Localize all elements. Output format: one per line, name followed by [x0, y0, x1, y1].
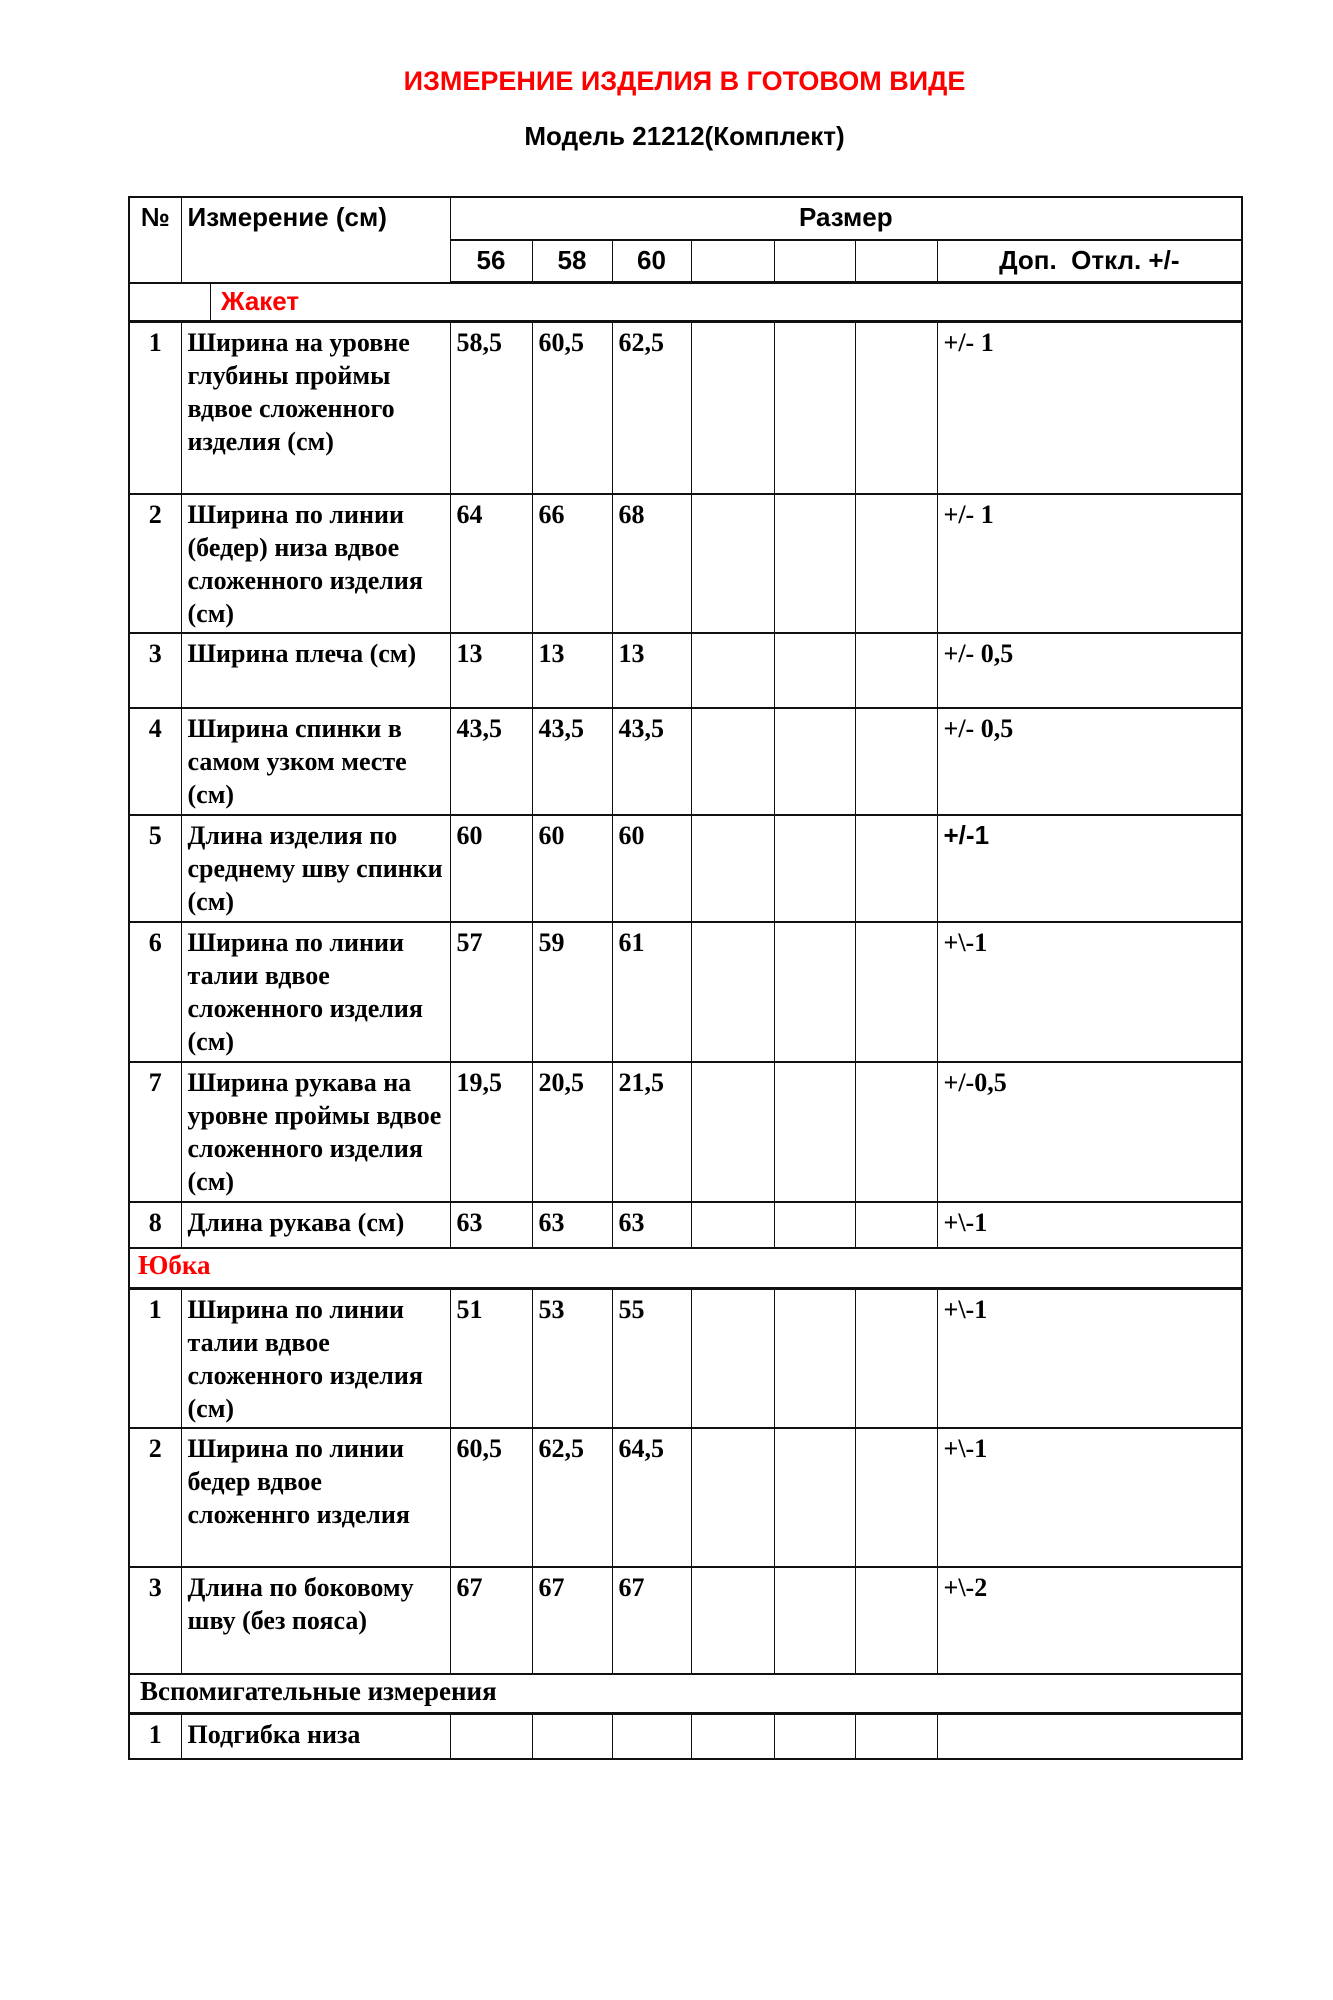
empty-size-cell — [691, 494, 774, 633]
row-number-cell: 2 — [129, 494, 181, 633]
table-row — [129, 322, 1242, 495]
deviation-cell: +/- 0,5 — [937, 708, 1242, 815]
size-value-cell: 63 — [532, 1202, 612, 1248]
section-label-skirt: Юбка — [138, 1250, 211, 1280]
size-value-cell: 62,5 — [612, 322, 691, 495]
empty-size-cell — [774, 1289, 855, 1429]
measurement-name-cell: Длина изделия по среднему шву спинки (см) — [181, 815, 450, 922]
section-cell-skirt — [129, 1248, 1242, 1289]
section-row-skirt — [129, 1248, 1242, 1289]
measurement-name-cell: Ширина по линии талии вдвое сложенного изделия (см) — [181, 922, 450, 1062]
empty-size-cell — [691, 815, 774, 922]
row-number-cell: 8 — [129, 1202, 181, 1248]
empty-size-cell — [691, 1289, 774, 1429]
size-value-cell: 67 — [532, 1567, 612, 1674]
size-value-cell: 60 — [450, 815, 532, 922]
deviation-cell: +\-2 — [937, 1567, 1242, 1674]
empty-size-cell — [855, 1202, 937, 1248]
section-cell-aux — [129, 1674, 1242, 1714]
table-row — [129, 922, 1242, 1062]
size-value-cell: 13 — [532, 633, 612, 708]
empty-size-cell — [855, 1428, 937, 1567]
empty-size-cell — [774, 322, 855, 495]
header-measurement-cell: Измерение (см) — [181, 197, 450, 283]
deviation-cell: +/- 1 — [937, 494, 1242, 633]
deviation-cell: +/- 0,5 — [937, 633, 1242, 708]
empty-size-cell — [691, 1202, 774, 1248]
row-number-cell: 3 — [129, 1567, 181, 1674]
measurement-name-cell: Ширина плеча (см) — [181, 633, 450, 708]
page-title: ИЗМЕРЕНИЕ ИЗДЕЛИЯ В ГОТОВОМ ВИДЕ — [403, 66, 966, 96]
table-row — [129, 633, 1242, 708]
size-value-cell: 61 — [612, 922, 691, 1062]
size-value-cell: 13 — [450, 633, 532, 708]
empty-size-cell — [691, 1062, 774, 1202]
section-label-aux: Вспомигательные измерения — [140, 1676, 497, 1706]
deviation-cell: +/- 1 — [937, 322, 1242, 495]
row-number-cell: 6 — [129, 922, 181, 1062]
row-number-cell: 2 — [129, 1428, 181, 1567]
deviation-cell — [937, 1714, 1242, 1760]
empty-size-cell — [691, 708, 774, 815]
size-value-cell: 60 — [612, 815, 691, 922]
measurement-name-cell: Ширина спинки в самом узком месте (см) — [181, 708, 450, 815]
size-value-cell: 68 — [612, 494, 691, 633]
size-value-cell: 19,5 — [450, 1062, 532, 1202]
header-size-58-cell: 58 — [532, 240, 612, 283]
size-value-cell: 57 — [450, 922, 532, 1062]
header-deviation-cell: Доп. Откл. +/- — [937, 240, 1242, 283]
empty-size-cell — [774, 1567, 855, 1674]
section-label-jacket: Жакет — [221, 286, 300, 316]
size-value-cell: 51 — [450, 1289, 532, 1429]
row-number-cell: 1 — [129, 322, 181, 495]
size-value-cell: 66 — [532, 494, 612, 633]
table-row — [129, 815, 1242, 922]
size-value-cell: 64,5 — [612, 1428, 691, 1567]
measurement-name-cell: Подгибка низа — [181, 1714, 450, 1760]
empty-size-cell — [855, 322, 937, 495]
size-value-cell: 60,5 — [532, 322, 612, 495]
deviation-cell: +\-1 — [937, 922, 1242, 1062]
table-row — [129, 1714, 1242, 1760]
table-row — [129, 1428, 1242, 1567]
empty-size-cell — [691, 322, 774, 495]
empty-size-cell — [612, 1714, 691, 1760]
size-value-cell: 20,5 — [532, 1062, 612, 1202]
size-value-cell: 67 — [612, 1567, 691, 1674]
size-value-cell: 21,5 — [612, 1062, 691, 1202]
size-value-cell: 64 — [450, 494, 532, 633]
empty-size-cell — [691, 1567, 774, 1674]
row-number-cell: 5 — [129, 815, 181, 922]
empty-size-cell — [855, 1062, 937, 1202]
empty-size-cell — [691, 633, 774, 708]
empty-size-cell — [774, 494, 855, 633]
empty-size-cell — [774, 1714, 855, 1760]
size-value-cell: 43,5 — [450, 708, 532, 815]
deviation-cell: +/-0,5 — [937, 1062, 1242, 1202]
section-spacer-cell — [130, 284, 211, 320]
header-empty-size-cell — [691, 240, 774, 283]
header-number-cell: № — [129, 197, 181, 283]
header-size-56-cell: 56 — [450, 240, 532, 283]
size-value-cell: 43,5 — [612, 708, 691, 815]
size-value-cell: 13 — [612, 633, 691, 708]
table-row — [129, 1289, 1242, 1429]
empty-size-cell — [774, 708, 855, 815]
section-row-aux — [129, 1674, 1242, 1714]
header-size-60-cell: 60 — [612, 240, 691, 283]
table-row — [129, 708, 1242, 815]
table-row — [129, 1062, 1242, 1202]
empty-size-cell — [774, 1062, 855, 1202]
empty-size-cell — [691, 1428, 774, 1567]
empty-size-cell — [855, 1714, 937, 1760]
deviation-cell: +\-1 — [937, 1202, 1242, 1248]
deviation-cell: +\-1 — [937, 1428, 1242, 1567]
row-number-cell: 7 — [129, 1062, 181, 1202]
row-number-cell: 3 — [129, 633, 181, 708]
measurement-name-cell: Ширина рукава на уровне проймы вдвое сложенного изделия (см) — [181, 1062, 450, 1202]
table-header-row-1 — [129, 197, 1242, 240]
table-row — [129, 494, 1242, 633]
size-value-cell: 58,5 — [450, 322, 532, 495]
empty-size-cell — [855, 708, 937, 815]
empty-size-cell — [774, 815, 855, 922]
size-value-cell: 60 — [532, 815, 612, 922]
size-value-cell: 63 — [612, 1202, 691, 1248]
size-value-cell: 55 — [612, 1289, 691, 1429]
size-value-cell: 63 — [450, 1202, 532, 1248]
measurement-name-cell: Ширина по линии (бедер) низа вдвое сложенного изделия (см) — [181, 494, 450, 633]
size-value-cell: 53 — [532, 1289, 612, 1429]
measurement-name-cell: Длина по боковому шву (без пояса) — [181, 1567, 450, 1674]
empty-size-cell — [855, 1567, 937, 1674]
empty-size-cell — [855, 633, 937, 708]
row-number-cell: 1 — [129, 1714, 181, 1760]
empty-size-cell — [855, 922, 937, 1062]
deviation-cell: +/-1 — [937, 815, 1242, 922]
model-subtitle: Модель 21212(Комплект) — [524, 121, 845, 151]
deviation-cell: +\-1 — [937, 1289, 1242, 1429]
measurement-name-cell: Ширина по линии бедер вдвое сложеннго изделия — [181, 1428, 450, 1567]
empty-size-cell — [855, 815, 937, 922]
size-value-cell: 62,5 — [532, 1428, 612, 1567]
empty-size-cell — [774, 1202, 855, 1248]
measurement-name-cell: Длина рукава (см) — [181, 1202, 450, 1248]
measurement-name-cell: Ширина по линии талии вдвое сложенного изделия (см) — [181, 1289, 450, 1429]
section-cell-jacket — [129, 283, 1242, 322]
size-value-cell: 67 — [450, 1567, 532, 1674]
measurement-table — [128, 196, 1243, 1760]
table-row — [129, 1202, 1242, 1248]
empty-size-cell — [774, 922, 855, 1062]
section-row-jacket — [129, 283, 1242, 322]
empty-size-cell — [691, 922, 774, 1062]
empty-size-cell — [774, 1428, 855, 1567]
empty-size-cell — [855, 1289, 937, 1429]
empty-size-cell — [532, 1714, 612, 1760]
size-value-cell: 59 — [532, 922, 612, 1062]
empty-size-cell — [691, 1714, 774, 1760]
row-number-cell: 1 — [129, 1289, 181, 1429]
row-number-cell: 4 — [129, 708, 181, 815]
empty-size-cell — [855, 494, 937, 633]
table-row — [129, 1567, 1242, 1674]
size-value-cell: 43,5 — [532, 708, 612, 815]
header-empty-size-cell — [855, 240, 937, 283]
header-empty-size-cell — [774, 240, 855, 283]
header-size-group-cell: Размер — [450, 197, 1242, 240]
empty-size-cell — [450, 1714, 532, 1760]
measurement-name-cell: Ширина на уровне глубины проймы вдвое сложенного изделия (см) — [181, 322, 450, 495]
empty-size-cell — [774, 633, 855, 708]
size-value-cell: 60,5 — [450, 1428, 532, 1567]
